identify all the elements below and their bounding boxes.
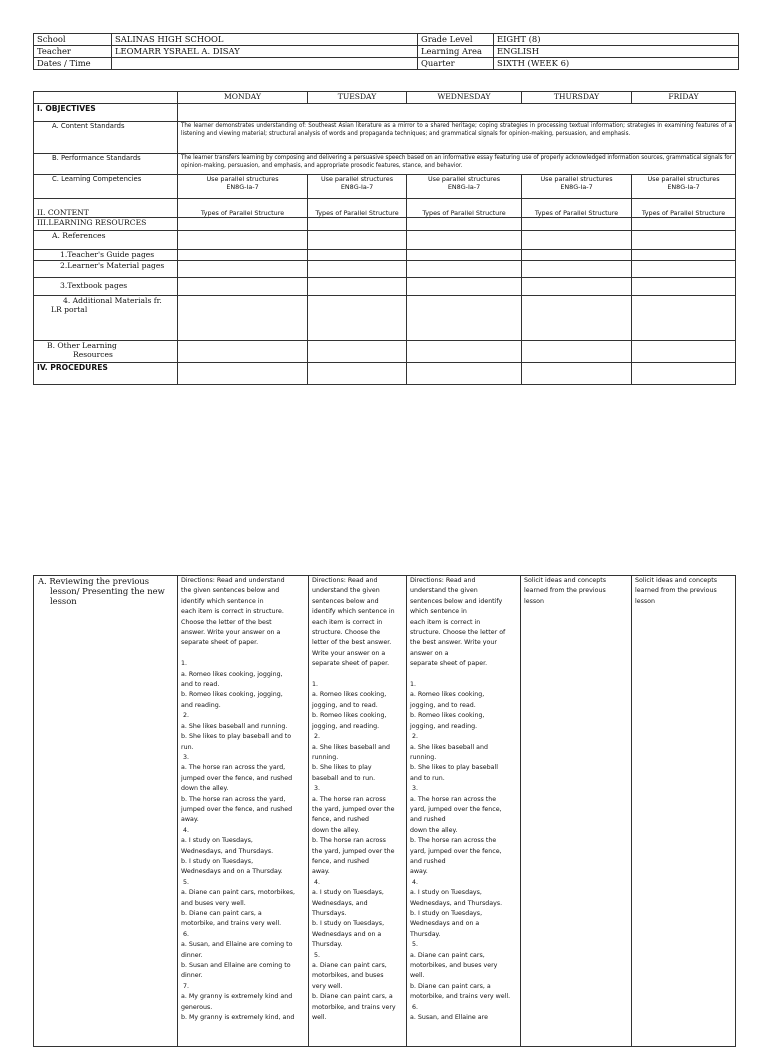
reviewing-friday: Solicit ideas and concepts learned from the previous lesson (632, 576, 736, 1047)
competency-tuesday (308, 175, 407, 199)
empty-cell (308, 250, 407, 261)
empty-cell (407, 260, 522, 277)
content-standards-text: The learner demonstrates understanding of: Southeast Asian literature as a mirror to a shared heritage; coping strategies in processing textual information; strategies in examining features of a listening and viewing material; structural analysis of words and propaganda techniques; and grammatical signals for opinion-making, persuasion, and emphasis. (178, 122, 736, 154)
empty-cell (407, 295, 522, 340)
textbook-label: 3.Textbook pages (34, 277, 178, 295)
empty-cell (632, 295, 736, 340)
performance-standards-row (34, 154, 736, 175)
grade-level-label: Grade Level (418, 34, 494, 46)
empty-cell (178, 260, 308, 277)
competencies-label: C. Learning Competencies (34, 175, 178, 199)
empty-cell (522, 277, 632, 295)
competency-text: Use parallel structures (206, 175, 279, 183)
other-resources-line1: B. Other Learning (47, 340, 117, 350)
content-standards-row (34, 122, 736, 154)
empty-cell (308, 218, 407, 231)
empty-cell (308, 260, 407, 277)
empty-cell (632, 277, 736, 295)
day-friday: FRIDAY (632, 92, 736, 104)
empty-cell (522, 295, 632, 340)
competency-code: EN8G-Ia-7 (447, 183, 481, 191)
competency-text: Use parallel structures (427, 175, 501, 183)
day-monday: MONDAY (178, 92, 308, 104)
objectives-blank (178, 104, 736, 122)
competency-code: EN8G-Ia-7 (667, 183, 700, 191)
content-standards-label: A. Content Standards (34, 122, 178, 154)
reviewing-line1: A. Reviewing the previous (38, 576, 150, 586)
competency-text: Use parallel structures (647, 175, 720, 183)
header-row-teacher (34, 46, 739, 58)
other-resources-row (34, 340, 736, 362)
quarter-label: Quarter (418, 58, 494, 70)
other-resources-line2: Resources (73, 350, 113, 359)
reviewing-tuesday: Directions: Read and understand the given sentences below and identify which sentence in each item is correct in structure. Choose the letter of the best answer. Write your answer on a separate sheet of paper. 1. a. Romeo likes cooking, jogging, and to read. b. Romeo likes cooking, jogging, and reading. 2. a. She likes baseball and running. b. She likes to play baseball and to run. 3. a. The horse ran across the yard, jumped over the fence, and rushed down the alley. b. The horse ran across the yard, jumped over the fence, and rushed away. 4. a. I study on Tuesdays, Wednesdays, and Thursdays. b. I study on Tuesdays, Wednesdays and on a Thursday. 5. a. Diane can paint cars, motorbikes, and buses very well. b. Diane can paint cars, a motorbike, and trains very well. (309, 576, 407, 1047)
header-table (33, 33, 739, 70)
empty-cell (178, 277, 308, 295)
empty-cell (407, 250, 522, 261)
competency-text: Use parallel structures (540, 175, 613, 183)
empty-cell (522, 250, 632, 261)
references-row (34, 231, 736, 250)
day-tuesday: TUESDAY (308, 92, 407, 104)
empty-cell (632, 218, 736, 231)
reviewing-thursday: Solicit ideas and concepts learned from the previous lesson (521, 576, 632, 1047)
school-value: SALINAS HIGH SCHOOL (112, 34, 418, 46)
competency-wednesday (407, 175, 522, 199)
header-row-dates (34, 58, 739, 70)
empty-cell (308, 340, 407, 362)
teachers-guide-label: 1.Teacher's Guide pages (34, 250, 178, 261)
empty-cell (407, 362, 522, 384)
competency-code: EN8G-Ia-7 (560, 183, 593, 191)
competency-thursday (522, 175, 632, 199)
content-wednesday: Types of Parallel Structure (407, 199, 522, 218)
day-header-row (34, 92, 736, 104)
empty-cell (632, 362, 736, 384)
competency-monday (178, 175, 308, 199)
procedures-table (33, 575, 736, 1047)
additional-materials-label (34, 295, 178, 340)
day-wednesday: WEDNESDAY (407, 92, 522, 104)
empty-cell (178, 340, 308, 362)
reviewing-line2: lesson/ Presenting the new (50, 586, 165, 596)
empty-cell (632, 250, 736, 261)
other-resources-label (34, 340, 178, 362)
additional-materials-line1: 4. Additional Materials fr. (63, 295, 162, 305)
grade-level-value: EIGHT (8) (494, 34, 739, 46)
day-thursday: THURSDAY (522, 92, 632, 104)
blank-corner-cell (34, 92, 178, 104)
empty-cell (522, 218, 632, 231)
empty-cell (308, 295, 407, 340)
dates-time-value (112, 58, 418, 70)
learning-resources-label: III.LEARNING RESOURCES (34, 218, 178, 231)
textbook-row (34, 277, 736, 295)
reviewing-wednesday: Directions: Read and understand the given sentences below and identify which sentence in each item is correct in structure. Choose the letter of the best answer. Write your answer on a separate sheet of paper. 1. a. Romeo likes cooking, jogging, and to read. b. Romeo likes cooking, jogging, and reading. 2. a. She likes baseball and running. b. She likes to play baseball and to run. 3. a. The horse ran across the yard, jumped over the fence, and rushed down the alley. b. The horse ran across the yard, jumped over the fence, and rushed away. 4. a. I study on Tuesdays, Wednesdays, and Thursdays. b. I study on Tuesdays, Wednesdays and on a Thursday. 5. a. Diane can paint cars, motorbikes, and buses very well. b. Diane can paint cars, a motorbike, and trains very well. 6. a. Susan, and Ellaine are (407, 576, 521, 1047)
school-label: School (34, 34, 112, 46)
content-friday: Types of Parallel Structure (632, 199, 736, 218)
competency-code: EN8G-Ia-7 (226, 183, 259, 191)
empty-cell (632, 260, 736, 277)
content-row (34, 199, 736, 218)
procedures-row (34, 362, 736, 384)
empty-cell (407, 218, 522, 231)
empty-cell (522, 340, 632, 362)
performance-standards-text: The learner transfers learning by composing and delivering a persuasive speech based on an informative essay featuring use of properly acknowledged information sources, grammatical signals for opinion-making, persuasion, and emphasis, and appropriate prosodic features, stance, and behavior. (178, 154, 736, 175)
teacher-label: Teacher (34, 46, 112, 58)
reviewing-line3: lesson (50, 596, 77, 606)
reviewing-label (34, 576, 178, 1047)
content-label: II. CONTENT (34, 199, 178, 218)
empty-cell (308, 231, 407, 250)
empty-cell (308, 277, 407, 295)
objectives-row (34, 104, 736, 122)
teachers-guide-row (34, 250, 736, 261)
lesson-plan-table (33, 91, 736, 385)
empty-cell (178, 362, 308, 384)
learning-area-label: Learning Area (418, 46, 494, 58)
objectives-heading: I. OBJECTIVES (34, 104, 178, 122)
empty-cell (178, 231, 308, 250)
competency-friday (632, 175, 736, 199)
procedures-heading: IV. PROCEDURES (34, 362, 178, 384)
reviewing-row (34, 576, 736, 1047)
empty-cell (178, 295, 308, 340)
content-thursday: Types of Parallel Structure (522, 199, 632, 218)
learning-area-value: ENGLISH (494, 46, 739, 58)
learners-material-row (34, 260, 736, 277)
references-label: A. References (34, 231, 178, 250)
performance-standards-label: B. Performance Standards (34, 154, 178, 175)
competency-code: EN8G-Ia-7 (340, 183, 374, 191)
competency-text: Use parallel structures (320, 175, 394, 183)
teacher-value: LEOMARR YSRAEL A. DISAY (112, 46, 418, 58)
additional-materials-line2: LR portal (51, 305, 88, 314)
empty-cell (522, 260, 632, 277)
empty-cell (632, 340, 736, 362)
content-tuesday: Types of Parallel Structure (308, 199, 407, 218)
learners-material-label: 2.Learner's Material pages (34, 260, 178, 277)
empty-cell (308, 362, 407, 384)
empty-cell (178, 218, 308, 231)
reviewing-monday: Directions: Read and understand the given sentences below and identify which sentence in each item is correct in structure. Choose the letter of the best answer. Write your answer on a separate sheet of paper. 1. a. Romeo likes cooking, jogging, and to read. b. Romeo likes cooking, jogging, and reading. 2. a. She likes baseball and running. b. She likes to play baseball and to run. 3. a. The horse ran across the yard, jumped over the fence, and rushed down the alley. b. The horse ran across the yard, jumped over the fence, and rushed away. 4. a. I study on Tuesdays, Wednesdays, and Thursdays. b. I study on Tuesdays, Wednesdays and on a Thursday. 5. a. Diane can paint cars, motorbikes, and buses very well. b. Diane can paint cars, a motorbike, and trains very well. 6. a. Susan, and Ellaine are coming to dinner. b. Susan and Ellaine are coming to dinner. 7. a. My granny is extremely kind and generous. b. My granny is extremely kind, and (178, 576, 309, 1047)
empty-cell (632, 231, 736, 250)
empty-cell (522, 362, 632, 384)
empty-cell (407, 340, 522, 362)
empty-cell (178, 250, 308, 261)
dates-time-label: Dates / Time (34, 58, 112, 70)
content-monday: Types of Parallel Structure (178, 199, 308, 218)
quarter-value: SIXTH (WEEK 6) (494, 58, 739, 70)
empty-cell (407, 231, 522, 250)
empty-cell (407, 277, 522, 295)
header-row-school (34, 34, 739, 46)
competencies-row (34, 175, 736, 199)
learning-resources-row (34, 218, 736, 231)
empty-cell (522, 231, 632, 250)
additional-materials-row (34, 295, 736, 340)
